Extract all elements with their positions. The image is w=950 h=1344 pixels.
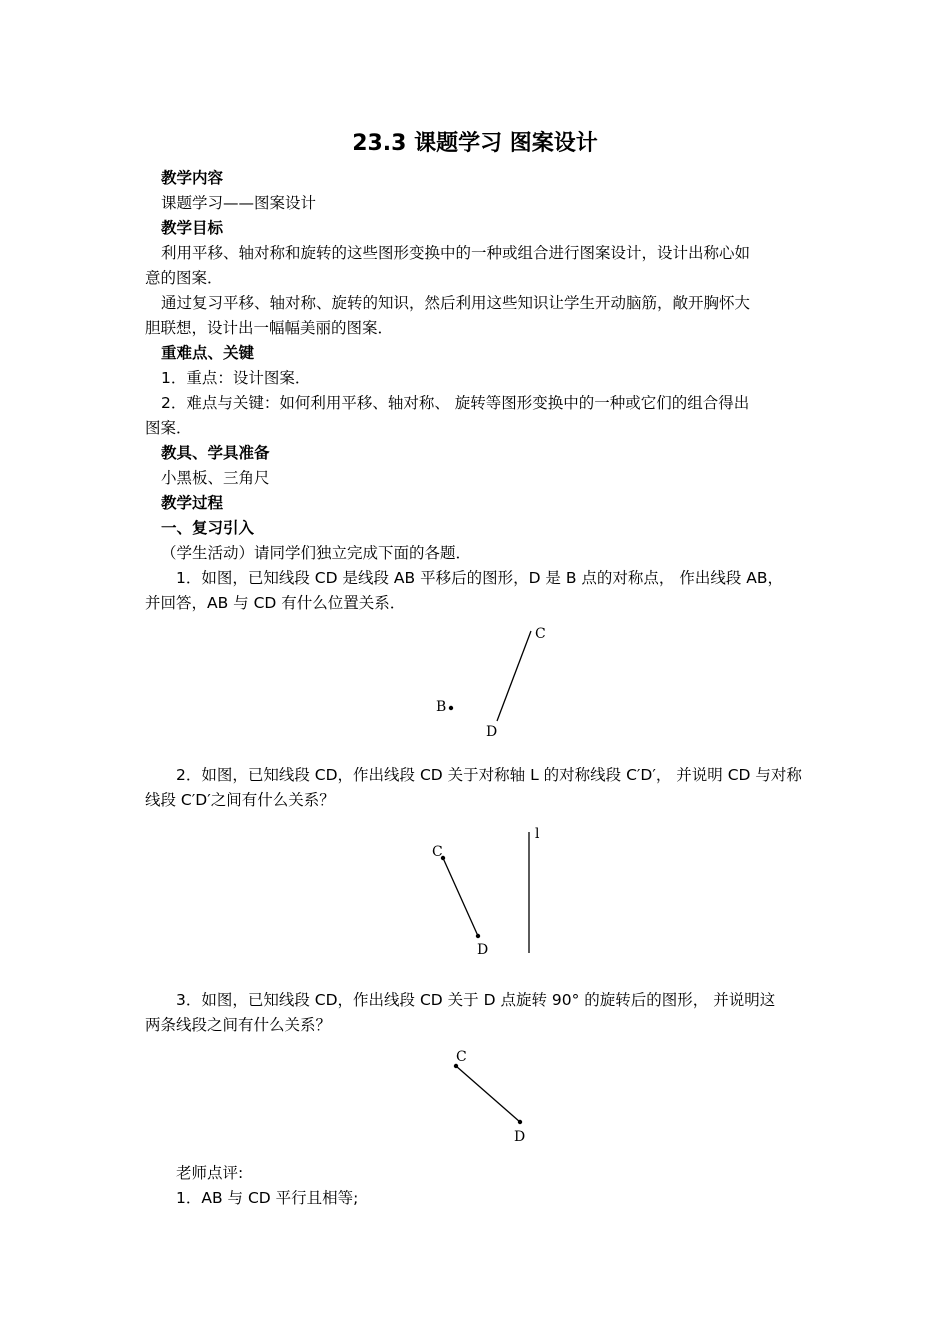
key-point-1: 1．重点：设计图案．	[161, 369, 311, 387]
goals-para-1-line-2: 意的图案．	[145, 269, 223, 287]
goals-para-1-line-1: 利用平移、轴对称和旋转的这些图形变换中的一种或组合进行图案设计，设计出称心如	[161, 244, 751, 262]
tools-text: 小黑板、三角尺	[161, 469, 270, 487]
key-point-2-line-2: 图案．	[145, 419, 192, 437]
label-b: B	[436, 699, 447, 715]
heading-goals: 教学目标	[161, 219, 224, 237]
question-1-line-2: 并回答，AB 与 CD 有什么位置关系．	[145, 594, 406, 612]
label-d: D	[486, 724, 498, 740]
label-c: C	[432, 844, 443, 860]
page-title: 23.3 课题学习 图案设计	[352, 131, 598, 156]
figure-1	[420, 615, 560, 745]
question-2-line-2: 线段 C′D′之间有什么关系？	[145, 791, 335, 809]
content-text: 课题学习——图案设计	[161, 194, 317, 212]
label-l: l	[535, 826, 540, 842]
heading-key-points: 重难点、关键	[161, 344, 255, 362]
comment-heading: 老师点评:	[176, 1164, 244, 1182]
heading-content: 教学内容	[161, 169, 224, 187]
point-b	[449, 706, 453, 710]
heading-review: 一、复习引入	[161, 519, 255, 537]
goals-para-2-line-2: 胆联想，设计出一幅幅美丽的图案．	[145, 319, 394, 337]
question-1-line-1: 1．如图，已知线段 CD 是线段 AB 平移后的图形，D 是 B 点的对称点， 作出线段 AB，	[176, 569, 784, 587]
figure-2	[420, 820, 560, 960]
heading-tools: 教具、学具准备	[161, 444, 270, 462]
question-3-line-2: 两条线段之间有什么关系？	[145, 1016, 332, 1034]
question-3-line-1: 3．如图，已知线段 CD，作出线段 CD 关于 D 点旋转 90° 的旋转后的图形， 并说明这	[176, 991, 776, 1009]
key-point-2-line-1: 2．难点与关键：如何利用平移、轴对称、 旋转等图形变换中的一种或它们的组合得出	[161, 394, 750, 412]
label-d: D	[514, 1129, 526, 1145]
question-2-line-1: 2．如图，已知线段 CD，作出线段 CD 关于对称轴 L 的对称线段 C′D′， 并说明 CD 与对称	[176, 766, 802, 784]
label-d: D	[477, 942, 489, 958]
label-c: C	[456, 1049, 467, 1065]
heading-process: 教学过程	[161, 494, 224, 512]
figure-3	[440, 1045, 550, 1150]
label-c: C	[535, 626, 546, 642]
comment-1: 1．AB 与 CD 平行且相等;	[176, 1189, 359, 1207]
activity-text: （学生活动）请同学们独立完成下面的各题．	[161, 544, 472, 562]
goals-para-2-line-1: 通过复习平移、轴对称、旋转的知识，然后利用这些知识让学生开动脑筋，敞开胸怀大	[161, 294, 751, 312]
